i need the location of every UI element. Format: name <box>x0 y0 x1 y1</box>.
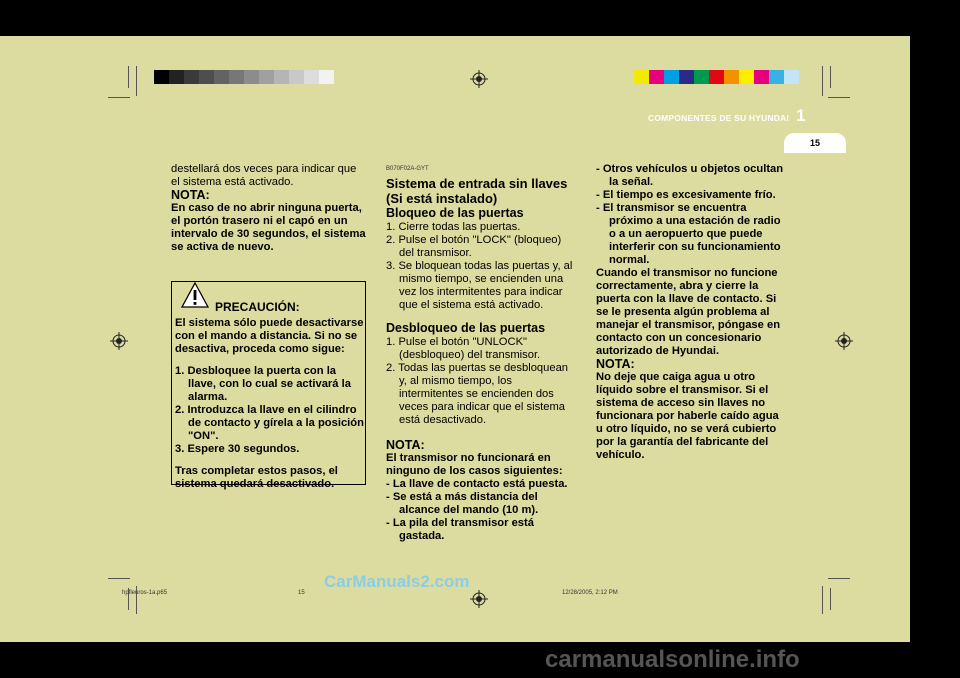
color-calibration-bar <box>634 70 799 84</box>
chapter-header-title: COMPONENTES DE SU HYUNDAI <box>648 113 790 123</box>
registration-mark-icon <box>835 332 853 350</box>
section-code: B070F02A-GYT <box>386 166 429 172</box>
calibration-swatch <box>649 70 664 84</box>
column-3 <box>596 163 786 462</box>
lock-step: 2. Pulse el botón "LOCK" (bloqueo) del transmisor. <box>386 234 562 259</box>
calibration-swatch <box>709 70 724 84</box>
gray-calibration-bar <box>154 70 334 84</box>
note-item: - La pila del transmisor está gastada. <box>386 517 534 542</box>
crop-mark <box>828 97 850 98</box>
page-number: 15 <box>809 138 820 148</box>
caution-title: PRECAUCIÓN: <box>215 300 300 314</box>
calibration-swatch <box>214 70 229 84</box>
note-text: En caso de no abrir ninguna puerta, el portón trasero ni el capó en un intervalo de 30 segundos, el sistema se activa de nuevo. <box>171 202 366 253</box>
footer-date: 12/28/2005, 2:12 PM <box>562 590 618 596</box>
condition-item: - Otros vehículos u objetos ocultan la señal. <box>596 163 784 188</box>
calibration-swatch <box>769 70 784 84</box>
caution-step: 3. Espere 30 segundos. <box>175 443 300 455</box>
section-title: Sistema de entrada sin llaves (Si está instalado) <box>386 176 568 206</box>
crop-mark <box>828 578 850 579</box>
calibration-swatch <box>259 70 274 84</box>
calibration-swatch <box>319 70 334 84</box>
calibration-swatch <box>274 70 289 84</box>
footer-page: 15 <box>298 590 305 596</box>
registration-mark-icon <box>470 590 488 608</box>
chapter-number: 1 <box>796 106 806 125</box>
calibration-swatch <box>754 70 769 84</box>
caution-step: 2. Introduzca la llave en el cilindro de contacto y gírela a la posición "ON". <box>175 404 364 442</box>
calibration-swatch <box>154 70 169 84</box>
warning-triangle-icon <box>181 282 209 308</box>
calibration-swatch <box>784 70 799 84</box>
calibration-swatch <box>739 70 754 84</box>
calibration-swatch <box>679 70 694 84</box>
note-heading: NOTA: <box>171 188 210 202</box>
intro-text: destellará dos veces para indicar que el sistema está activado. <box>171 163 357 188</box>
note-item: - La llave de contacto está puesta. <box>386 478 568 490</box>
lock-step: 1. Cierre todas las puertas. <box>386 221 521 233</box>
lock-step: 3. Se bloquean todas las puertas y, al mismo tiempo, se encienden una vez los intermitentes para indicar que el sistema está activado. <box>386 260 573 311</box>
crop-mark <box>136 66 137 96</box>
note-text: No deje que caiga agua u otro líquido sobre el transmisor. Si el sistema de acceso sin llaves no funcionara por haberle caído agua u otro líquido, no se verá cubierto por la garantía del fabricante del vehículo. <box>596 371 779 461</box>
calibration-swatch <box>184 70 199 84</box>
note-heading: NOTA: <box>386 438 425 452</box>
note-heading: NOTA: <box>596 357 635 371</box>
calibration-swatch <box>289 70 304 84</box>
crop-mark <box>822 66 823 96</box>
calibration-swatch <box>664 70 679 84</box>
calibration-swatch <box>304 70 319 84</box>
unlock-heading: Desbloqueo de las puertas <box>386 321 546 335</box>
crop-mark <box>830 588 831 610</box>
advice-paragraph: Cuando el transmisor no funcione correctamente, abra y cierre la puerta con la llave de contacto. Si se le presenta algún problema al manejar el transmisor, póngase en contacto con un concesionario autorizado de Hyundai. <box>596 267 781 357</box>
crop-mark <box>108 578 130 579</box>
unlock-step: 2. Todas las puertas se desbloquean y, al mismo tiempo, los intermitentes se encienden dos veces para indicar que el sistema está desactivado. <box>386 362 569 426</box>
crop-mark <box>128 66 129 88</box>
crop-mark <box>822 586 823 614</box>
calibration-swatch <box>199 70 214 84</box>
caution-outro: Tras completar estos pasos, el sistema quedará desactivado. <box>175 465 338 490</box>
note-item: - Se está a más distancia del alcance del mando (10 m). <box>386 491 539 516</box>
crop-mark <box>830 66 831 88</box>
caution-body <box>175 317 365 491</box>
crop-mark <box>108 97 130 98</box>
calibration-swatch <box>169 70 184 84</box>
calibration-swatch <box>634 70 649 84</box>
condition-item: - El tiempo es excesivamente frío. <box>596 189 776 201</box>
site-logo-text: carmanualsonline.info <box>545 646 800 673</box>
caution-intro: El sistema sólo puede desactivarse con el mando a distancia. Si no se desactiva, proceda como sigue: <box>175 317 364 355</box>
column-2 <box>386 163 576 543</box>
unlock-step: 1. Pulse el botón "UNLOCK" (desbloqueo) del transmisor. <box>386 336 541 361</box>
note-intro: El transmisor no funcionará en ninguno de los casos siguientes: <box>386 452 563 477</box>
calibration-swatch <box>229 70 244 84</box>
footer-filename: hpfleuros-1a.p65 <box>122 590 168 596</box>
registration-mark-icon <box>470 70 488 88</box>
caution-step: 1. Desbloquee la puerta con la llave, con lo cual se activará la alarma. <box>175 365 351 403</box>
registration-mark-icon <box>110 332 128 350</box>
column-1 <box>171 163 366 254</box>
calibration-swatch <box>694 70 709 84</box>
condition-item: - El transmisor se encuentra próximo a una estación de radio o a un aeropuerto que puede interferir con su funcionamiento normal. <box>596 202 781 266</box>
calibration-swatch <box>244 70 259 84</box>
watermark-text: CarManuals2.com <box>324 572 470 591</box>
calibration-swatch <box>724 70 739 84</box>
lock-heading: Bloqueo de las puertas <box>386 206 524 220</box>
